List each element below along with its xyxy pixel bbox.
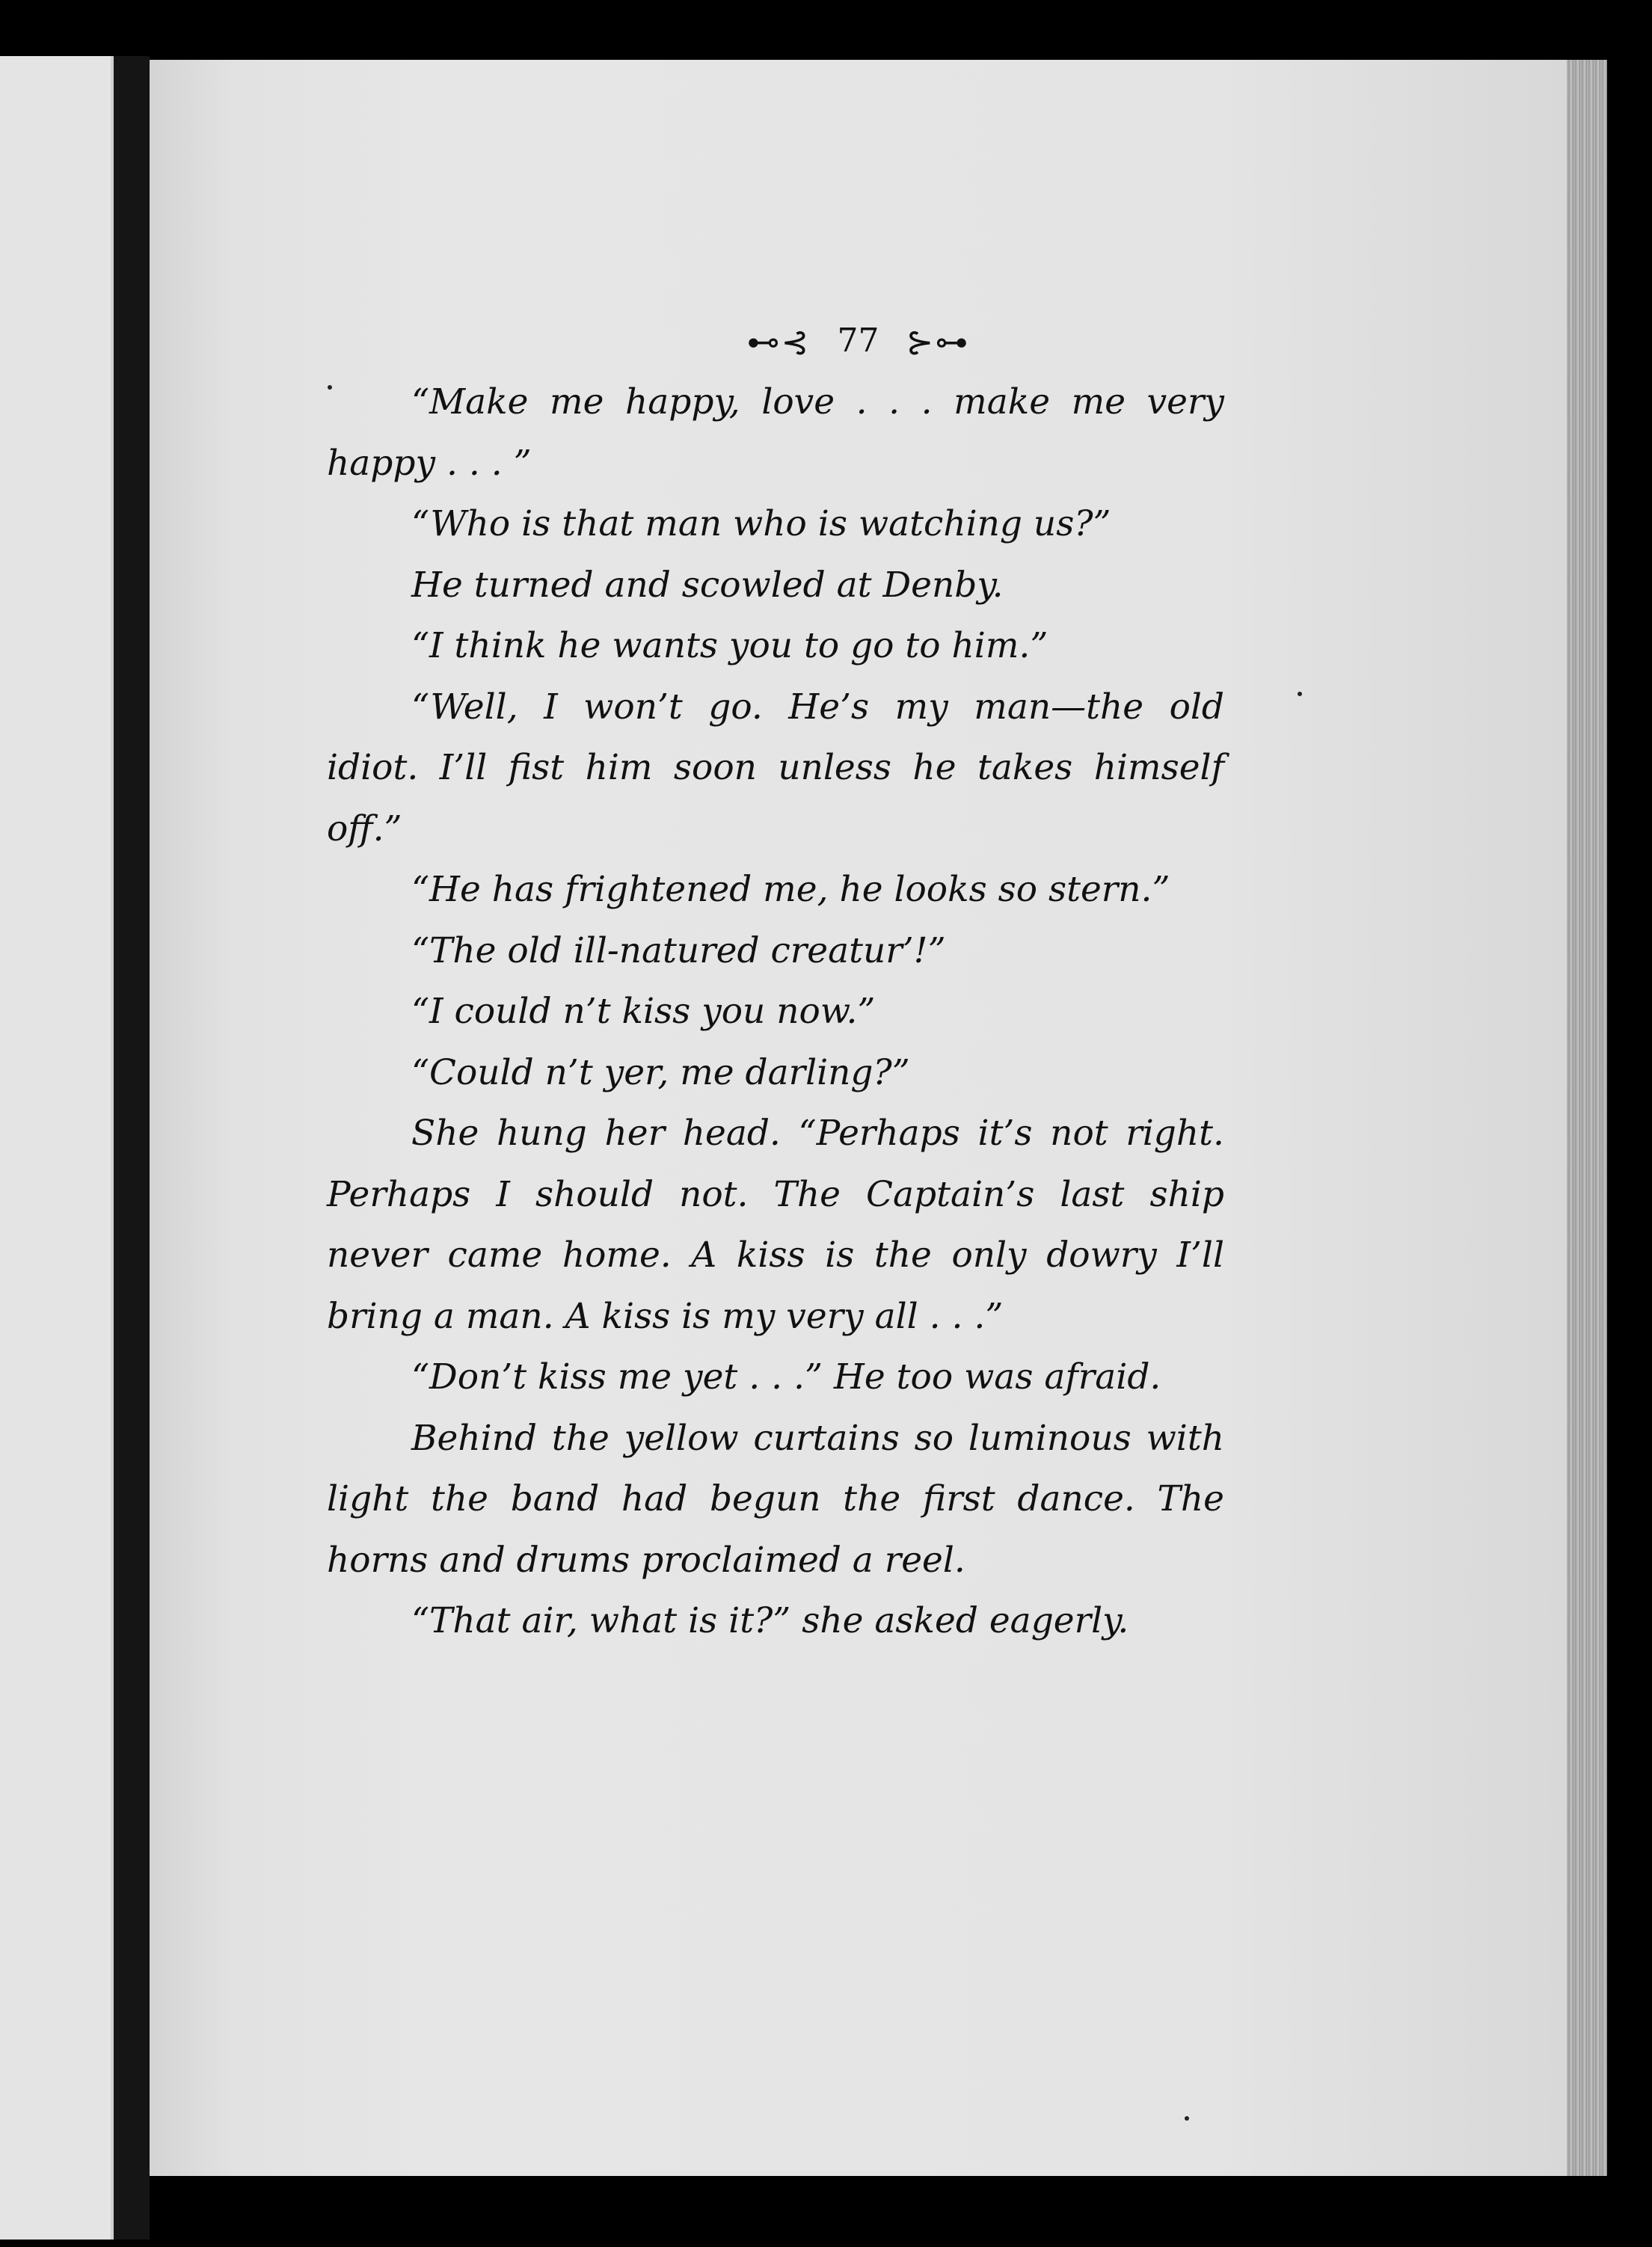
- paragraph: “Who is that man who is watching us?”: [411, 503, 1111, 544]
- page-header: [150, 320, 1567, 364]
- paragraph: “Make me happy, love . . . make me very happy . . . ”: [327, 381, 1224, 484]
- paragraph: She hung her head. “Perhaps it’s not right. Perhaps I should not. The Captain’s last ship never came home. A kiss is the only dowry I’ll bring a man. A kiss is my very all . . .”: [327, 1113, 1224, 1337]
- paragraph: “Well, I won’t go. He’s my man—the old idiot. I’ll fist him soon unless he takes himself off.”: [327, 686, 1224, 849]
- paragraph: “Could n’t yer, me darling?”: [411, 1051, 910, 1093]
- page-stack-edge: [1567, 60, 1607, 2176]
- scan-speck: [1298, 692, 1302, 696]
- paragraph: Behind the yellow curtains so luminous with light the band had begun the first dance. The horns and drums proclaimed a reel.: [327, 1417, 1224, 1581]
- paragraph: “The old ill-natured creatur’!”: [411, 929, 946, 971]
- gutter-shadow: [114, 56, 150, 2240]
- left-page-edge: [0, 56, 114, 2240]
- paragraph: “I think he wants you to go to him.”: [411, 625, 1048, 666]
- bottom-shadow: [150, 2176, 1615, 2247]
- scan-speck: [328, 385, 332, 390]
- paragraph: “That air, what is it?” she asked eagerly.: [411, 1600, 1129, 1641]
- scan-speck: [1185, 2116, 1189, 2121]
- page-number: 77: [837, 322, 879, 360]
- ornament-left-icon: ⊷⊰: [746, 323, 811, 362]
- ornament-right-icon: ⊱⊶: [906, 323, 970, 362]
- paragraph: “He has frightened me, he looks so stern.”: [411, 869, 1170, 910]
- paragraph: He turned and scowled at Denby.: [411, 564, 1004, 606]
- paragraph: “I could n’t kiss you now.”: [411, 991, 876, 1032]
- body-text: [327, 372, 1224, 1652]
- paragraph: “Don’t kiss me yet . . .” He too was afraid.: [411, 1356, 1161, 1398]
